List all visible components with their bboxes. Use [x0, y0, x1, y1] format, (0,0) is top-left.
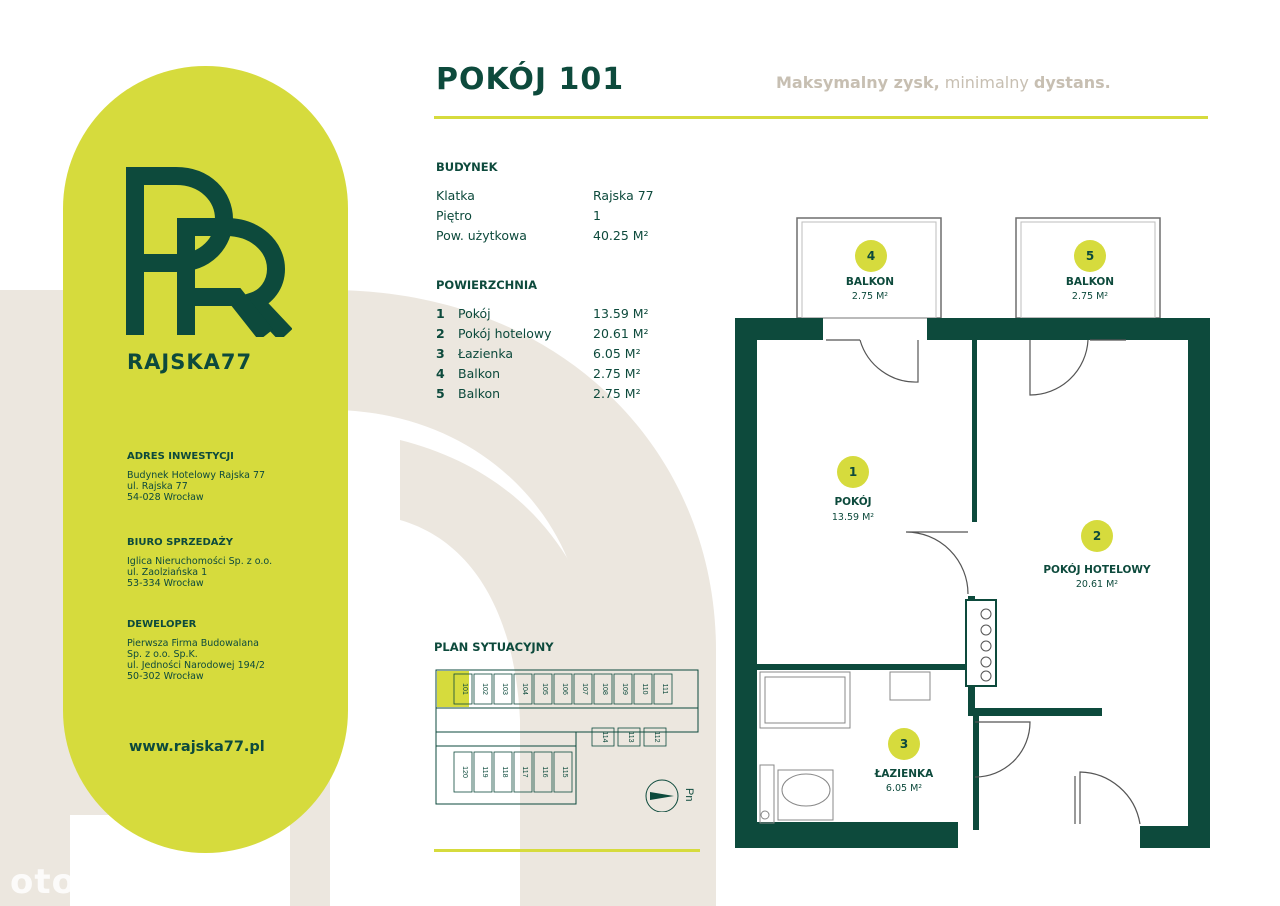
developer-title: DEWELOPER: [127, 619, 197, 630]
surface-label: Pokój: [458, 306, 491, 321]
north-arrow-icon: [650, 792, 674, 800]
site-plan-room-label: 105: [541, 683, 548, 695]
site-plan-room-label: 120: [461, 766, 468, 778]
room-number-badge: 2: [1081, 520, 1113, 552]
surface-label: Łazienka: [458, 346, 514, 361]
developer-line: 50-302 Wrocław: [127, 671, 204, 682]
site-plan-room-label: 113: [627, 731, 634, 743]
room-number-badge: 4: [855, 240, 887, 272]
surface-label: Balkon: [458, 386, 501, 401]
investment-line: 54-028 Wrocław: [127, 492, 204, 503]
surface-value: 6.05 M²: [593, 346, 641, 361]
building-label: Piętro: [436, 208, 472, 223]
sales-line: 53-334 Wrocław: [127, 578, 204, 589]
site-plan-room-label: 117: [521, 766, 528, 778]
site-plan-room-label: 109: [621, 683, 628, 695]
room-number-badge: 1: [837, 456, 869, 488]
room-area: 20.61 M²: [1075, 579, 1119, 590]
site-plan-room-label: 112: [653, 731, 660, 743]
surface-value: 2.75 M²: [593, 366, 641, 381]
slogan-part: minimalny: [944, 73, 1029, 92]
room-area: 6.05 M²: [885, 783, 923, 794]
site-plan-room-label: 110: [641, 683, 648, 695]
developer-line: Sp. z o.o. Sp.K.: [127, 649, 198, 660]
surface-number: 1: [436, 306, 445, 321]
site-plan-room-label: 119: [481, 766, 488, 778]
slogan: [776, 73, 1111, 92]
brand-logo-text: RAJSKA77: [127, 350, 253, 374]
surface-number: 2: [436, 326, 445, 341]
site-plan-bottom-rooms: [454, 752, 572, 792]
site-plan-room-label: 115: [561, 766, 568, 778]
site-plan-room-label: 114: [601, 731, 608, 743]
site-plan-mid-rooms: [592, 728, 666, 746]
investment-line: Budynek Hotelowy Rajska 77: [127, 470, 266, 481]
site-plan-room-label: 102: [481, 683, 488, 695]
sales-line: Iglica Nieruchomości Sp. z o.o.: [127, 556, 273, 567]
developer-line: ul. Jedności Narodowej 194/2: [127, 660, 265, 671]
investment-line: ul. Rajska 77: [127, 481, 188, 492]
investment-title: ADRES INWESTYCJI: [127, 451, 234, 462]
surface-value: 2.75 M²: [593, 386, 641, 401]
site-plan-top-rooms: [454, 674, 672, 704]
surface-label: Balkon: [458, 366, 501, 381]
sales-title: BIURO SPRZEDAŻY: [127, 537, 233, 548]
room-area: 2.75 M²: [851, 291, 889, 302]
site-plan-room-label: 104: [521, 683, 528, 695]
surface-label: Pokój hotelowy: [458, 326, 552, 341]
site-plan-room-label: 107: [581, 683, 588, 695]
room-area: 13.59 M²: [831, 512, 875, 523]
building-label: Pow. użytkowa: [436, 228, 527, 243]
site-plan-room-label: 111: [661, 683, 668, 695]
room-name: BALKON: [1065, 276, 1115, 288]
building-value: 40.25 M²: [593, 228, 649, 243]
site-plan-title: PLAN SYTUACYJNY: [434, 640, 554, 654]
room-area: 2.75 M²: [1071, 291, 1109, 302]
surface-title: POWIERZCHNIA: [436, 278, 538, 292]
surface-number: 3: [436, 346, 445, 361]
footer-divider: [434, 849, 700, 852]
room-number-badge: 3: [888, 728, 920, 760]
site-plan-room-label: 118: [501, 766, 508, 778]
watermark: otodom: [10, 862, 163, 902]
surface-value: 13.59 M²: [593, 306, 649, 321]
page-title: POKÓJ 101: [436, 62, 625, 97]
site-plan-room-label: 101: [461, 683, 468, 695]
site-plan: [432, 666, 702, 812]
website-link[interactable]: www.rajska77.pl: [129, 739, 265, 755]
room-name: ŁAZIENKA: [874, 768, 934, 780]
surface-value: 20.61 M²: [593, 326, 649, 341]
rajska-logo-icon: [126, 167, 292, 337]
slogan-part: dystans.: [1033, 73, 1111, 92]
site-plan-room-label: 106: [561, 683, 568, 695]
building-value: 1: [593, 208, 601, 223]
room-number-badge: 5: [1074, 240, 1106, 272]
north-label: Pn: [683, 788, 695, 802]
building-label: Klatka: [436, 188, 475, 203]
floor-plan: [730, 210, 1215, 850]
surface-number: 4: [436, 366, 445, 381]
developer-line: Pierwsza Firma Budowalana: [127, 638, 259, 649]
building-title: BUDYNEK: [436, 160, 498, 174]
site-plan-room-label: 103: [501, 683, 508, 695]
room-name: BALKON: [845, 276, 895, 288]
room-name: POKÓJ HOTELOWY: [1043, 564, 1151, 576]
building-value: Rajska 77: [593, 188, 654, 203]
site-plan-room-label: 108: [601, 683, 608, 695]
site-plan-room-label: 116: [541, 766, 548, 778]
room-name: POKÓJ: [834, 496, 872, 508]
surface-number: 5: [436, 386, 445, 401]
header-divider: [434, 116, 1208, 119]
sales-line: ul. Zaolziańska 1: [127, 567, 208, 578]
slogan-part: Maksymalny zysk,: [776, 73, 940, 92]
